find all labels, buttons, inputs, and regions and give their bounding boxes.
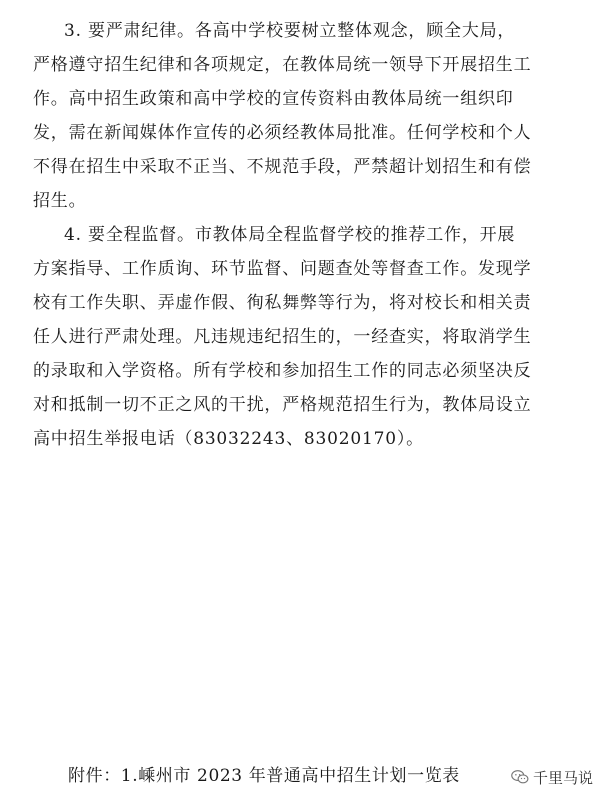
attachment-note: 附件：1.嵊州市 2023 年普通高中招生计划一览表 bbox=[68, 766, 460, 786]
paragraph-4-line-1: 4. 要全程监督。市教体局全程监督学校的推荐工作，开展 bbox=[64, 225, 516, 245]
paragraph-4-line-6: 对和抵制一切不正之风的干扰，严格规范招生行为，教体局设立 bbox=[33, 395, 532, 415]
wechat-icon bbox=[511, 769, 529, 785]
paragraph-4-line-7: 高中招生举报电话（83032243、83020170）。 bbox=[33, 429, 424, 449]
paragraph-4-line-5: 的录取和入学资格。所有学校和参加招生工作的同志必须坚决反 bbox=[33, 361, 532, 381]
source-watermark bbox=[511, 766, 593, 788]
paragraph-3-line-6: 招生。 bbox=[33, 191, 87, 211]
paragraph-3-line-4: 发，需在新闻媒体作宣传的必须经教体局批准。任何学校和个人 bbox=[33, 123, 532, 143]
paragraph-3-line-2: 严格遵守招生纪律和各项规定，在教体局统一领导下开展招生工 bbox=[33, 55, 532, 75]
paragraph-3-line-1: 3. 要严肃纪律。各高中学校要树立整体观念，顾全大局， bbox=[64, 21, 516, 41]
paragraph-3-line-3: 作。高中招生政策和高中学校的宣传资料由教体局统一组织印 bbox=[33, 89, 514, 109]
paragraph-3-line-5: 不得在招生中采取不正当、不规范手段，严禁超计划招生和有偿 bbox=[33, 157, 532, 177]
paragraph-4-line-4: 任人进行严肃处理。凡违规违纪招生的，一经查实，将取消学生 bbox=[33, 327, 532, 347]
paragraph-4-line-3: 校有工作失职、弄虚作假、徇私舞弊等行为，将对校长和相关责 bbox=[33, 293, 532, 313]
watermark-label: 千里马说 bbox=[532, 768, 593, 787]
paragraph-4-line-2: 方案指导、工作质询、环节监督、问题查处等督查工作。发现学 bbox=[33, 259, 532, 279]
